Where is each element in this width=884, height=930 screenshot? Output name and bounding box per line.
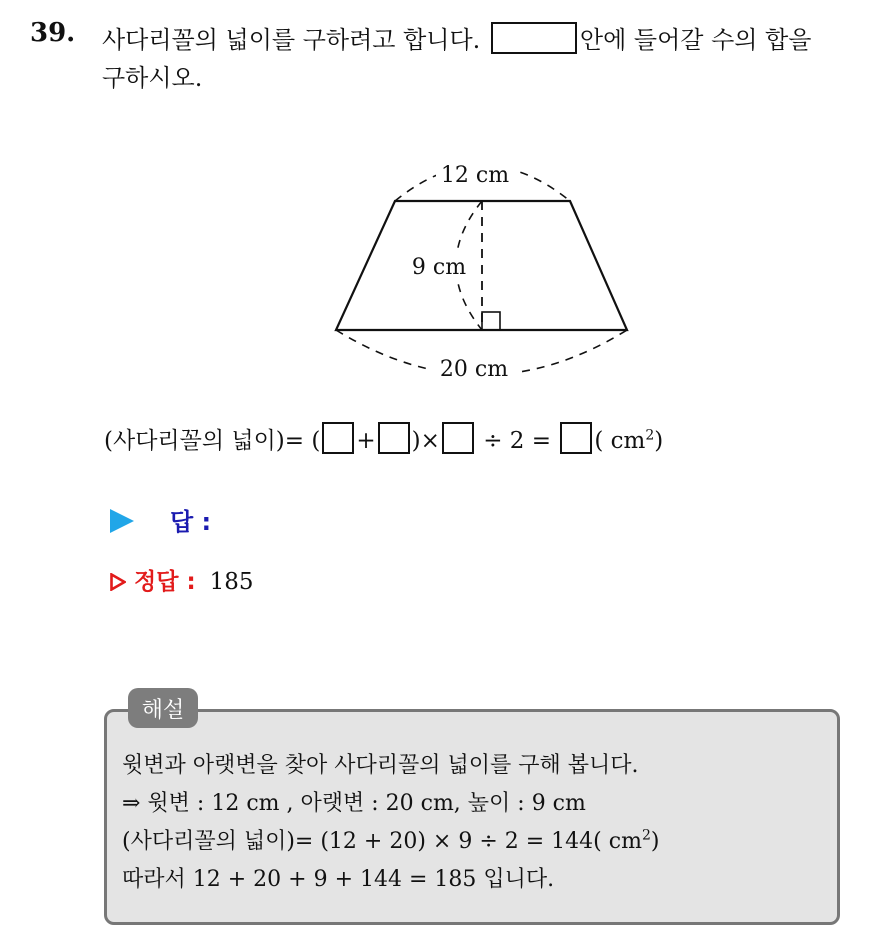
formula-blank-3 (442, 422, 474, 454)
formula-close-times: )× (411, 428, 440, 454)
formula-blank-4 (560, 422, 592, 454)
formula-open-paren: ( (311, 428, 321, 454)
answer-label: 답 : (170, 508, 212, 536)
explanation-line-1: 윗변과 아랫변을 찾아 사다리꼴의 넓이를 구해 봅니다. (122, 753, 639, 778)
formula-plus: + (356, 428, 376, 454)
area-formula (104, 422, 663, 455)
question-number: 39. (30, 18, 76, 48)
right-angle-mark (482, 312, 500, 330)
formula-blank-2 (378, 422, 410, 454)
explanation-line-3 (122, 824, 659, 855)
correct-answer-value: 185 (209, 569, 254, 595)
play-arrow-icon (110, 509, 134, 533)
top-base-label: 12 cm (440, 163, 510, 188)
explanation-tag: 해설 (128, 688, 198, 728)
question-text-after-blank: 안에 들어갈 수의 합을 (579, 26, 812, 54)
formula-unit-open: ( cm (594, 428, 646, 454)
explanation-line-2: ⇒ 윗변 : 12 cm , 아랫변 : 20 cm, 높이 : 9 cm (122, 791, 586, 816)
explanation-line-3-main: (사다리꼴의 넓이)= (12 + 20) × 9 ÷ 2 = 144( cm (122, 829, 642, 854)
answer-row (110, 502, 211, 537)
outline-arrow-icon (110, 573, 126, 591)
formula-equals: = (284, 428, 305, 454)
trapezoid-figure (0, 0, 884, 410)
formula-unit-close: ) (654, 428, 664, 454)
explanation-line-3-exp: 2 (641, 827, 651, 844)
explanation-line-3-close: ) (650, 829, 660, 854)
question-line-2: 구하시오. (102, 64, 203, 92)
formula-div-two: ÷ 2 = (483, 428, 552, 454)
correct-answer-label: 정답 : (134, 569, 196, 595)
explanation-line-4: 따라서 12 + 20 + 9 + 144 = 185 입니다. (122, 867, 555, 892)
question-text-before-blank: 사다리꼴의 넓이를 구하려고 합니다. (102, 26, 481, 54)
formula-unit-exp: 2 (645, 427, 655, 444)
bottom-base-label: 20 cm (439, 357, 509, 382)
formula-lhs: (사다리꼴의 넓이) (104, 428, 285, 454)
correct-answer-row (110, 563, 254, 596)
height-label: 9 cm (411, 255, 467, 280)
formula-blank-1 (322, 422, 354, 454)
